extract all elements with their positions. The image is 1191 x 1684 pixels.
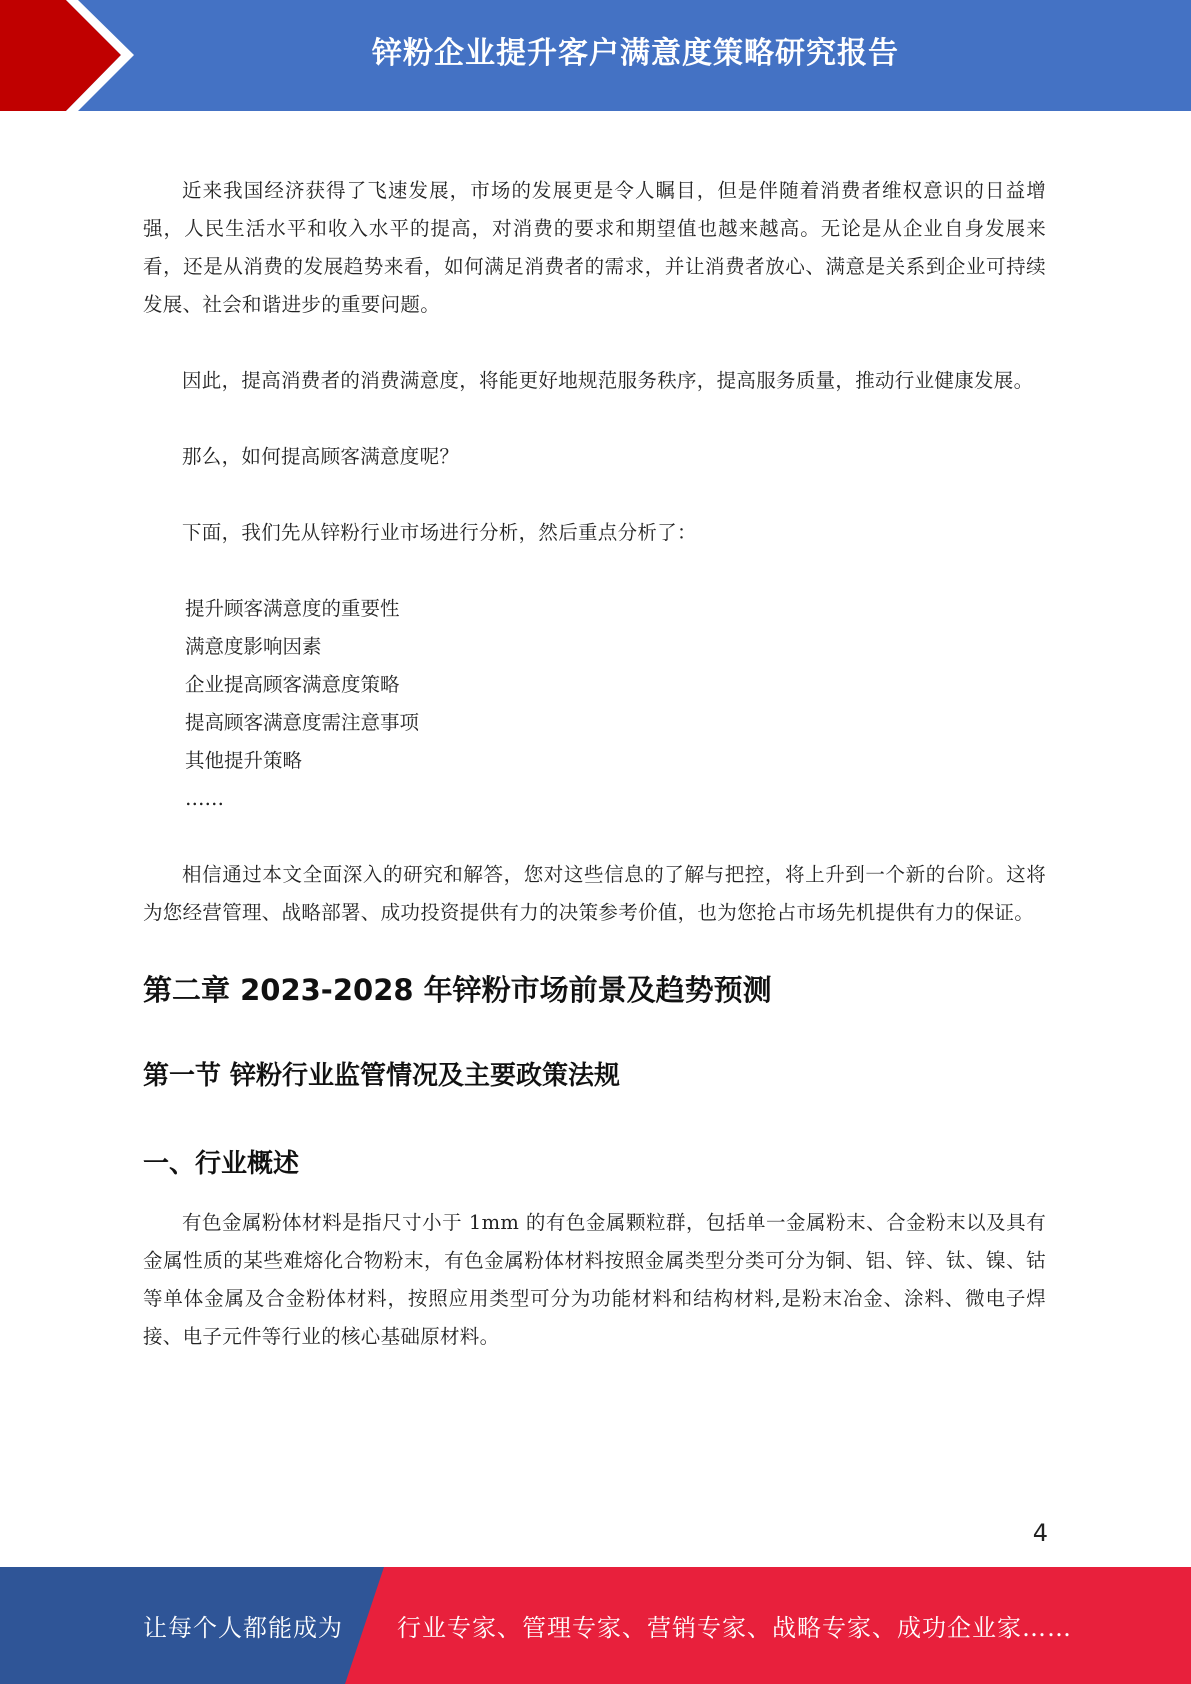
list-item: 满意度影响因素	[185, 635, 322, 658]
list-item: 其他提升策略	[185, 749, 303, 772]
footer-slogan-right: 行业专家、管理专家、营销专家、战略专家、成功企业家……	[397, 1614, 1072, 1642]
footer-slogan-left: 让每个人都能成为	[143, 1614, 343, 1642]
intro-paragraph-2: 因此，提高消费者的消费满意度，将能更好地规范服务秩序，提高服务质量，推动行业健康发展。	[182, 369, 1034, 392]
list-item: 企业提高顾客满意度策略	[185, 673, 400, 696]
page-number: 4	[1032, 1519, 1048, 1547]
intro-paragraph-3: 那么，如何提高顾客满意度呢？	[182, 445, 460, 468]
page-header	[0, 0, 1191, 111]
list-item: ……	[185, 787, 224, 810]
intro-paragraph-5: 相信通过本文全面深入的研究和解答，您对这些信息的了解与把控，将上升到一个新的台阶。这将为您经营管理、战略部署、成功投资提供有力的决策参考价值，也为您抢占市场先机提供有力的保证。	[143, 863, 1046, 924]
list-item: 提升顾客满意度的重要性	[185, 597, 400, 620]
intro-paragraph-4: 下面，我们先从锌粉行业市场进行分析，然后重点分析了：	[182, 521, 697, 544]
section-heading: 第一节 锌粉行业监管情况及主要政策法规	[143, 1061, 621, 1091]
page-content	[143, 172, 1046, 1394]
subsection-paragraph: 有色金属粉体材料是指尺寸小于 1mm 的有色金属颗粒群，包括单一金属粉末、合金粉末以及具有金属性质的某些难熔化合物粉末，有色金属粉体材料按照金属类型分类可分为铜、铝、锌、钛、镍、钴等单体金属及合金粉体材料，按照应用类型可分为功能材料和结构材料,是粉末冶金、涂料、微电子焊接、电子元件等行业的核心基础原材料。	[143, 1211, 1046, 1348]
subsection-heading: 一、行业概述	[143, 1149, 300, 1179]
chapter-heading: 第二章 2023-2028 年锌粉市场前景及趋势预测	[143, 973, 772, 1007]
topic-list	[143, 590, 1046, 818]
list-item: 提高顾客满意度需注意事项	[185, 711, 420, 734]
report-title: 锌粉企业提升客户满意度策略研究报告	[372, 36, 899, 71]
page-footer	[0, 1567, 1191, 1684]
intro-paragraph-1: 近来我国经济获得了飞速发展，市场的发展更是令人瞩目，但是伴随着消费者维权意识的日益增强，人民生活水平和收入水平的提高，对消费的要求和期望值也越来越高。无论是从企业自身发展来看，还是从消费的发展趋势来看，如何满足消费者的需求，并让消费者放心、满意是关系到企业可持续发展、社会和谐进步的重要问题。	[143, 179, 1046, 316]
